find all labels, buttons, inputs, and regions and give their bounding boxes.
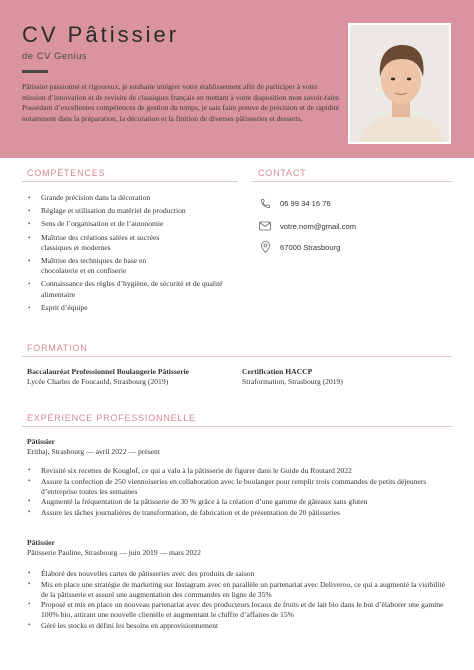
job-title: Pâtissier: [27, 538, 55, 547]
section-divider: [22, 356, 452, 357]
section-title-experience: EXPÉRIENCE PROFESSIONNELLE: [27, 413, 196, 423]
bullet-icon: •: [28, 220, 31, 229]
bullet-icon: •: [28, 497, 31, 506]
contact-email[interactable]: [258, 220, 356, 232]
location-pin-icon: [258, 241, 272, 253]
list-item: • Maîtrise des créations salées et sucrées classiques et modernes: [28, 232, 160, 252]
section-divider: [22, 181, 238, 182]
bullet-icon: •: [28, 280, 31, 289]
list-item: • Élaboré des nouvelles cartes de pâtisseries avec des produits de saison: [28, 569, 255, 578]
list-item: • Mis en place une stratégie de marketing sur Instagram avec en parallèle un partenariat avec Deliveroo, ce qui a augmenté la visibilité de la pâtisserie et assuré une augmentation des commandes en ligne de 35%: [28, 579, 445, 599]
bullet-icon: •: [28, 579, 31, 588]
formation-title: Certification HACCP: [242, 367, 313, 376]
list-item: • Sens de l’organisation et de l’autonomie: [28, 219, 164, 229]
contact-location: [258, 241, 340, 253]
section-title-competences: COMPÉTENCES: [27, 168, 106, 178]
job-meta: Erithaj, Strasbourg — avril 2022 — présent: [27, 447, 160, 456]
formation-detail: Straformation, Strasbourg (2019): [242, 377, 343, 386]
bullet-icon: •: [28, 466, 31, 474]
list-item: • Réglage et utilisation du matériel de production: [28, 206, 186, 216]
bullet-icon: •: [28, 257, 31, 266]
job-bullets: [27, 466, 447, 518]
bullet-icon: •: [28, 508, 31, 517]
list-item: • Proposé et mis en place un nouveau partenariat avec des producteurs locaux de fruits et de lait bio dans le but d’élaborer une gamme 100% bio, attirant une nouvelle clientèle et augmentant le chiffre d’affaires de 15%: [28, 600, 444, 620]
list-item: • Assure les tâches journalières de transformation, de fabrication et de présentation de 20 pâtisseries: [28, 508, 341, 518]
section-divider: [252, 181, 452, 182]
bullet-icon: •: [28, 207, 31, 216]
section-title-formation: FORMATION: [27, 343, 88, 353]
section-divider: [22, 426, 452, 427]
contact-phone-text: 06 99 34 16 76: [280, 198, 331, 208]
list-item: • Augmenté la fréquentation de la pâtisserie de 30 % grâce à la création d’une gamme de gâteaux sans gluten: [28, 497, 368, 507]
list-item: • Maîtrise des techniques de base en chocolaterie et en confiserie: [28, 256, 147, 276]
profile-summary: Pâtissier passionné et rigoureux, je souhaite intégrer votre établissement afin de participer à votre mission d’innovation et de revisite de classiques français en mettant à votre disposition mon savoir-faire. Possédant d’excellentes compétences de gestion du temps, je sais faire preuve de précision et de rapidité notamment dans la préparation, la décoration et la finition de diverses pâtisseries et desserts.: [22, 82, 341, 123]
list-item: • Assure la confection de 250 viennoiseries en collaboration avec le boulanger pour remplir trois commandes de petits déjeuners d’entreprise toutes les semaines: [28, 476, 427, 496]
bullet-icon: •: [28, 476, 31, 485]
bullet-icon: •: [28, 233, 31, 242]
bullet-icon: •: [28, 194, 31, 202]
section-title-contact: CONTACT: [258, 168, 307, 178]
contact-email-text: votre.nom@gmail.com: [280, 221, 357, 231]
list-item: • Géré les stocks et défini les besoins en approvisionnement: [28, 620, 219, 630]
list-item: • Revisité six recettes de Kouglof, ce qui a valu à la pâtisserie de figurer dans le Guide du Routard 2022: [28, 466, 352, 475]
cv-title: CV Pâtissier: [22, 22, 180, 47]
list-item: • Esprit d’équipe: [28, 302, 88, 312]
header-banner: [0, 0, 474, 158]
formation-detail: Lycée Charles de Foucauld, Strasbourg (2019): [27, 377, 169, 386]
formation-entry: [27, 367, 237, 387]
bullet-icon: •: [28, 303, 31, 312]
competences-list: [27, 193, 237, 313]
job-bullets: [27, 569, 447, 631]
mail-icon: [258, 220, 272, 232]
job-title: Pâtissier: [27, 437, 55, 446]
bullet-icon: •: [28, 569, 31, 577]
title-underline: [22, 70, 48, 73]
list-item: • Grande précision dans la décoration: [28, 193, 151, 202]
contact-phone[interactable]: [258, 197, 331, 209]
formation-entry: [242, 367, 452, 387]
phone-icon: [258, 197, 272, 209]
bullet-icon: •: [28, 600, 31, 609]
job-meta: Pâtisserie Pauline, Strasbourg — juin 2019 — mars 2022: [27, 548, 201, 557]
cv-subtitle: de CV Genius: [22, 51, 88, 62]
portrait-photo: [348, 23, 451, 144]
contact-location-text: 67000 Strasbourg: [280, 242, 341, 252]
bullet-icon: •: [28, 620, 31, 629]
list-item: • Connaissance des règles d’hygiène, de sécurité et de qualité alimentaire: [28, 279, 223, 299]
formation-title: Baccalauréat Professionnel Boulangerie Pâtisserie: [27, 367, 190, 376]
